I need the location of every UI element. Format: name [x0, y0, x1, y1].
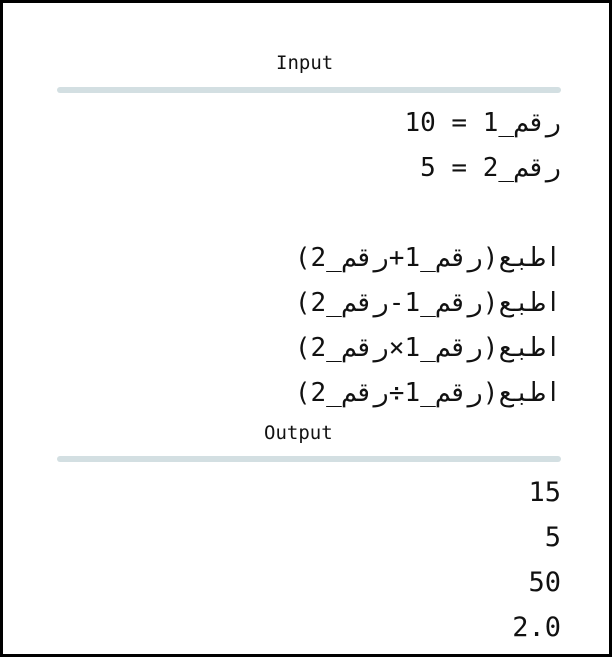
output-divider	[57, 456, 561, 462]
output-line: 2.0	[512, 612, 561, 643]
output-block	[57, 470, 561, 650]
output-line: 15	[528, 477, 561, 508]
input-section-label: Input	[276, 52, 334, 74]
code-line: رقم_1 = 10	[404, 108, 561, 138]
code-line-blank	[57, 191, 561, 236]
code-line: اطبع(رقم_1-رقم_2)	[294, 288, 561, 318]
input-divider	[57, 87, 561, 93]
input-code-block	[57, 101, 561, 416]
output-section-label: Output	[264, 422, 333, 444]
code-line: رقم_2 = 5	[420, 153, 561, 183]
output-line: 50	[528, 567, 561, 598]
code-line: اطبع(رقم_1×رقم_2)	[294, 333, 561, 363]
code-line: اطبع(رقم_1+رقم_2)	[294, 243, 561, 273]
code-line: اطبع(رقم_1÷رقم_2)	[294, 378, 561, 408]
output-line: 5	[544, 522, 561, 553]
